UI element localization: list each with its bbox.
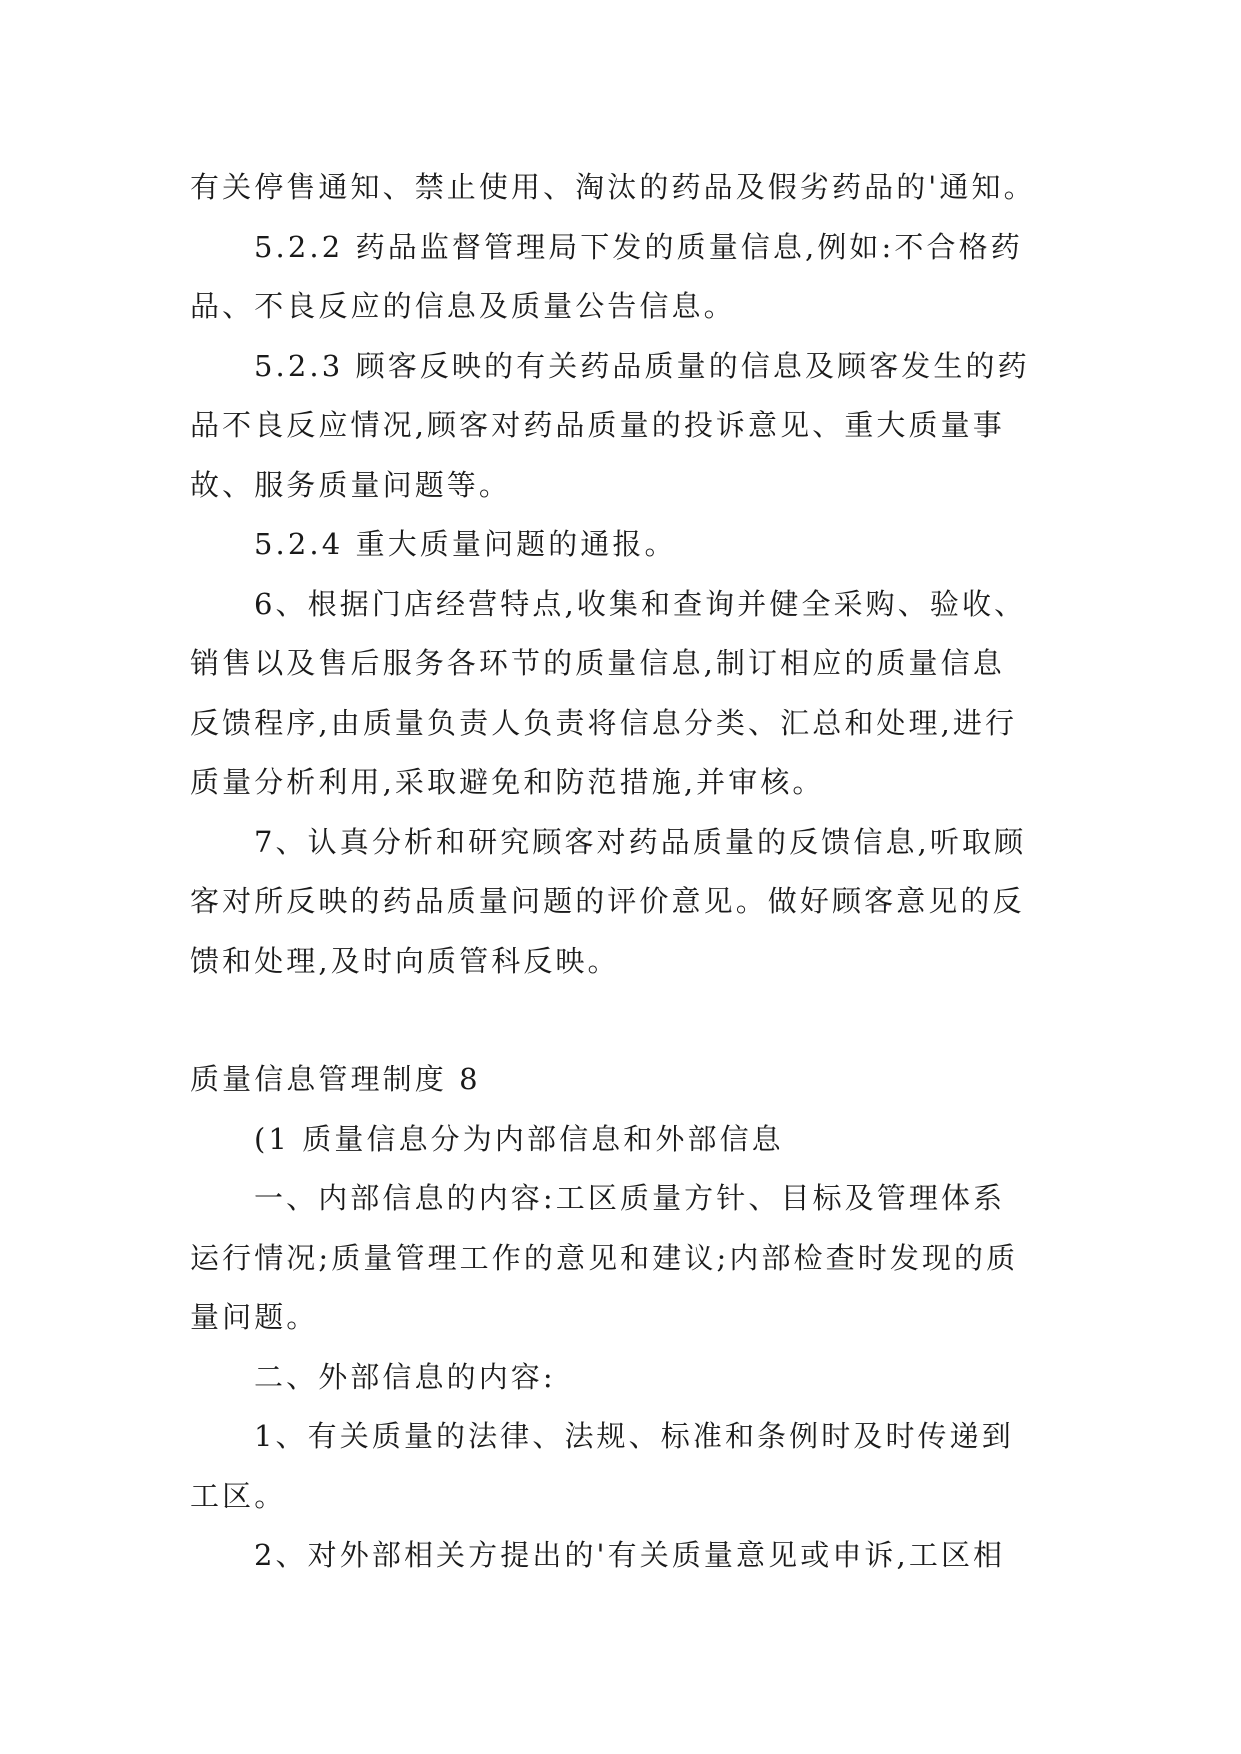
text-line: 质量分析利用,采取避免和防范措施,并审核。 [190, 765, 825, 799]
document-body [190, 158, 1070, 1586]
text-line: 运行情况;质量管理工作的意见和建议;内部检查时发现的质 [190, 1240, 1019, 1275]
text-line: 7、认真分析和研究顾客对药品质量的反馈信息,听取顾 [254, 824, 1027, 859]
text-line: 品、不良反应的信息及质量公告信息。 [190, 289, 736, 323]
text-line: 销售以及售后服务各环节的质量信息,制订相应的质量信息 [190, 646, 1005, 680]
text-line: 5.2.3 顾客反映的有关药品质量的信息及顾客发生的药 [254, 348, 1030, 383]
text-line: 故、服务质量问题等。 [190, 467, 512, 502]
text-line: 有关停售通知、禁止使用、淘汰的药品及假劣药品的'通知。 [190, 170, 1036, 204]
text-line: 5.2.2 药品监督管理局下发的质量信息,例如:不合格药 [254, 229, 1023, 264]
text-line: (1 质量信息分为内部信息和外部信息 [254, 1121, 784, 1156]
text-line: 二、外部信息的内容: [254, 1359, 556, 1394]
text-line: 5.2.4 重大质量问题的通报。 [254, 527, 677, 561]
text-line: 量问题。 [190, 1300, 319, 1334]
text-line: 品不良反应情况,顾客对药品质量的投诉意见、重大质量事 [190, 408, 1005, 442]
text-line: 客对所反映的药品质量问题的评价意见。做好顾客意见的反 [190, 884, 1025, 918]
text-line: 6、根据门店经营特点,收集和查询并健全采购、验收、 [254, 586, 1027, 621]
text-line: 2、对外部相关方提出的'有关质量意见或申诉,工区相 [254, 1538, 1006, 1572]
section-title: 质量信息管理制度 8 [190, 1062, 481, 1096]
text-line: 馈和处理,及时向质管科反映。 [190, 943, 620, 978]
text-line: 一、内部信息的内容:工区质量方针、目标及管理体系 [254, 1181, 1006, 1215]
section-spacer [190, 991, 1070, 1050]
text-line: 反馈程序,由质量负责人负责将信息分类、汇总和处理,进行 [190, 705, 1018, 740]
text-line: 工区。 [190, 1478, 287, 1513]
text-line: 1、有关质量的法律、法规、标准和条例时及时传递到 [254, 1419, 1014, 1453]
